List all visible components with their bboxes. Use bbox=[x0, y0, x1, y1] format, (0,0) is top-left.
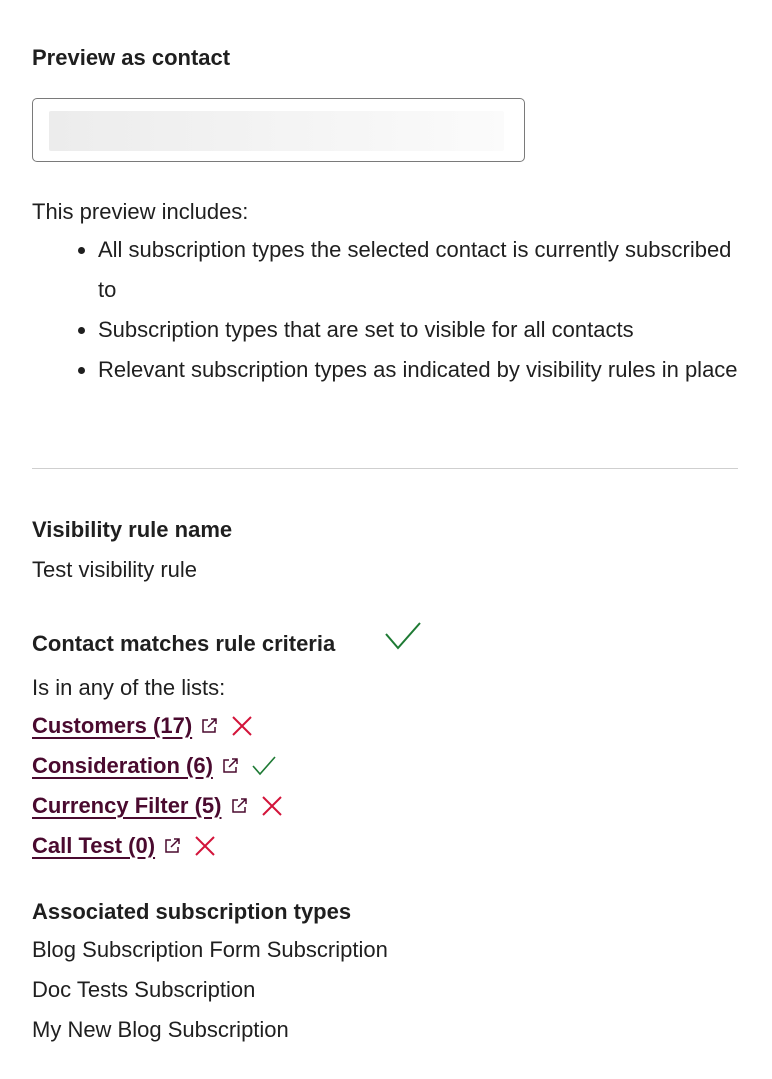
contact-select-field[interactable] bbox=[32, 98, 525, 162]
list-link-consideration[interactable]: Consideration (6) bbox=[32, 753, 213, 778]
list-item: My New Blog Subscription bbox=[32, 1017, 289, 1042]
rule-name-value: Test visibility rule bbox=[32, 557, 198, 582]
preview-bullets bbox=[32, 230, 738, 390]
list-item: Blog Subscription Form Subscription bbox=[32, 937, 388, 962]
rule-match-label: Contact matches rule criteria bbox=[32, 631, 336, 656]
bullet-item: • Relevant subscription types as indicated by visibility rules in place bbox=[98, 350, 738, 390]
associated-list bbox=[32, 930, 388, 1050]
list-item bbox=[32, 826, 217, 866]
bullet-item: • All subscription types the selected contact is currently subscribed to bbox=[98, 230, 738, 310]
external-link-icon[interactable] bbox=[200, 717, 218, 735]
preview-title: Preview as contact bbox=[32, 45, 231, 70]
cross-icon bbox=[230, 714, 254, 738]
contact-value-redacted bbox=[49, 111, 504, 151]
lists-intro: Is in any of the lists: bbox=[32, 675, 226, 700]
list-item bbox=[32, 786, 284, 826]
check-icon bbox=[251, 755, 277, 777]
list-link-customers[interactable]: Customers (17) bbox=[32, 713, 193, 738]
external-link-icon[interactable] bbox=[230, 797, 248, 815]
rule-name-label: Visibility rule name bbox=[32, 517, 233, 542]
section-divider bbox=[32, 468, 738, 469]
bullet-item: • Subscription types that are set to visible for all contacts bbox=[98, 310, 738, 350]
preview-intro: This preview includes: bbox=[32, 199, 249, 224]
list-link-currency-filter[interactable]: Currency Filter (5) bbox=[32, 793, 222, 818]
cross-icon bbox=[193, 834, 217, 858]
list-item bbox=[32, 706, 254, 746]
list-item: Doc Tests Subscription bbox=[32, 977, 256, 1002]
external-link-icon[interactable] bbox=[163, 837, 181, 855]
external-link-icon[interactable] bbox=[221, 757, 239, 775]
check-icon bbox=[384, 620, 422, 652]
associated-label: Associated subscription types bbox=[32, 899, 352, 924]
list-link-call-test[interactable]: Call Test (0) bbox=[32, 833, 156, 858]
list-item bbox=[32, 746, 277, 786]
cross-icon bbox=[260, 794, 284, 818]
